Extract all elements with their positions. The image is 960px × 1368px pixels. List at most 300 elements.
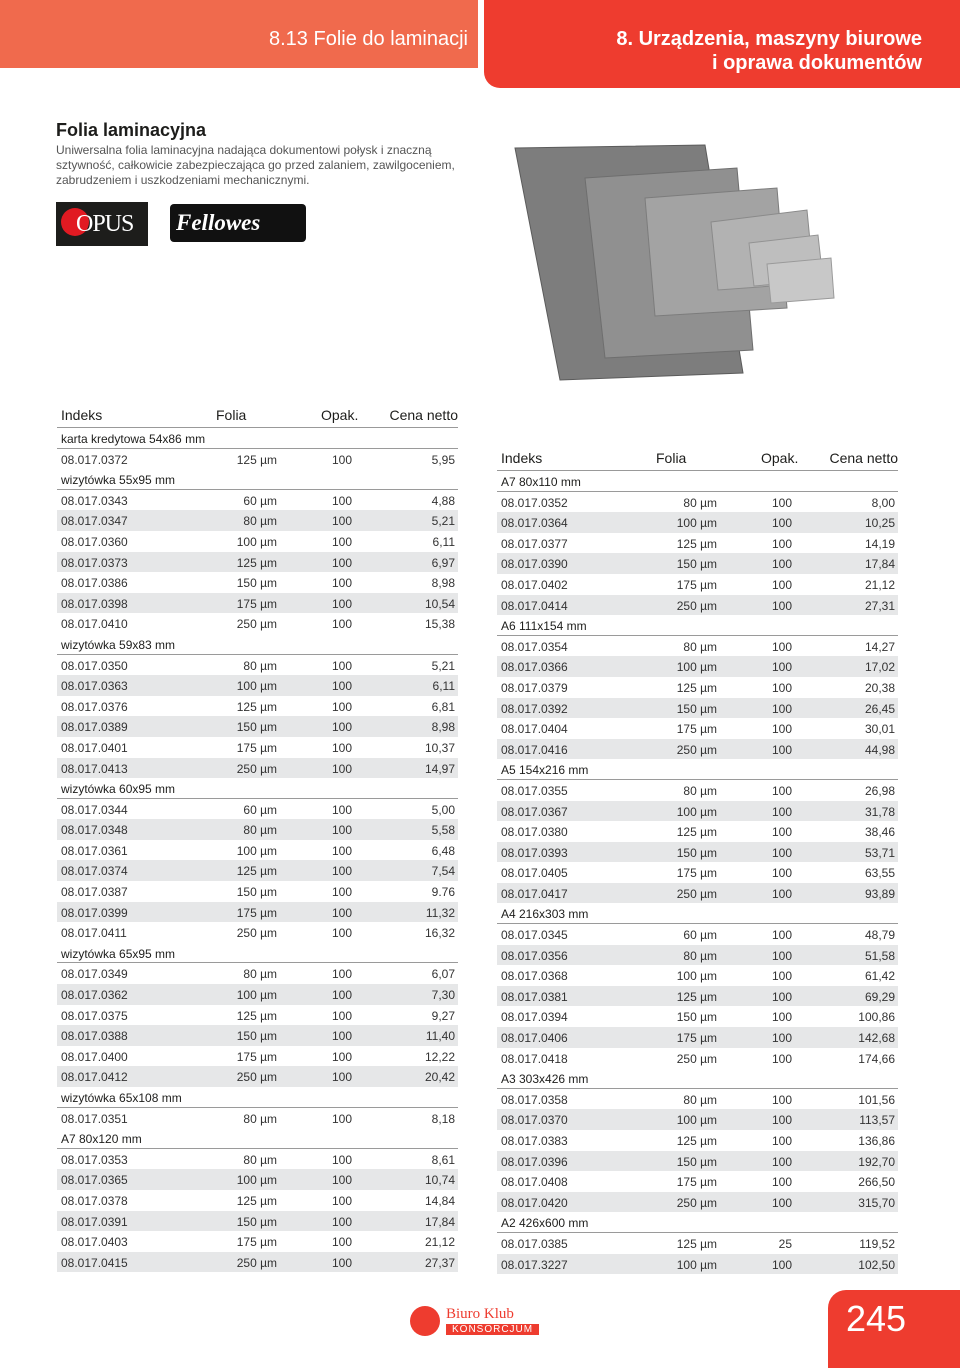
cell-price: 20,42 — [424, 1070, 455, 1085]
cell-pack: 100 — [331, 905, 352, 920]
cell-pack: 100 — [331, 679, 352, 694]
chapter-title-line2: i oprawa dokumentów — [711, 52, 922, 74]
cell-price: 6,11 — [432, 679, 455, 694]
table-row — [57, 737, 458, 758]
product-title: Folia laminacyjna — [56, 120, 207, 140]
cell-price: 69,29 — [864, 989, 895, 1004]
cell-film: 80 µm — [683, 1092, 717, 1107]
cell-pack: 100 — [771, 722, 792, 737]
table-row — [57, 840, 458, 861]
cell-index: 08.017.0392 — [501, 701, 568, 716]
cell-index: 08.017.0410 — [61, 617, 128, 632]
cell-pack: 100 — [331, 1111, 352, 1126]
cell-pack: 100 — [331, 802, 352, 817]
cell-price: 6,11 — [432, 534, 455, 549]
cell-pack: 100 — [771, 969, 792, 984]
fellowes-logo — [170, 204, 306, 242]
cell-index: 08.017.0389 — [61, 720, 128, 735]
table-row — [497, 801, 898, 822]
category-label: A2 426x600 mm — [501, 1216, 589, 1231]
cell-film: 250 µm — [676, 598, 717, 613]
cell-price: 11,32 — [425, 905, 455, 920]
category-label: karta kredytowa 54x86 mm — [61, 432, 206, 446]
cell-film: 125 µm — [676, 1236, 717, 1251]
cell-film: 80 µm — [683, 783, 717, 798]
cell-film: 250 µm — [676, 1051, 717, 1066]
cell-pack: 100 — [331, 1029, 352, 1044]
cell-film: 250 µm — [236, 926, 277, 941]
cell-index: 08.017.0402 — [501, 577, 568, 592]
cell-index: 08.017.0394 — [501, 1010, 568, 1025]
product-photo — [505, 140, 835, 385]
cell-pack: 100 — [331, 699, 352, 714]
cell-pack: 100 — [331, 864, 352, 879]
cell-film: 125 µm — [236, 699, 277, 714]
cell-pack: 100 — [771, 577, 792, 592]
table-row — [57, 613, 458, 634]
biuro-klub-emblem-icon — [410, 1306, 440, 1336]
table-row — [57, 984, 458, 1005]
cell-film: 250 µm — [236, 761, 277, 776]
table-row — [57, 593, 458, 614]
cell-index: 08.017.0361 — [61, 843, 128, 858]
cell-index: 08.017.0406 — [501, 1031, 568, 1046]
table-row — [57, 572, 458, 593]
cell-index: 08.017.0344 — [61, 802, 128, 817]
cell-price: 48,79 — [864, 928, 895, 943]
cell-price: 14,97 — [424, 761, 455, 776]
table-row — [497, 1089, 898, 1110]
biuro-klub-logo — [410, 1304, 540, 1340]
cell-film: 60 µm — [683, 928, 717, 943]
cell-price: 31,78 — [864, 804, 895, 819]
table-row — [497, 739, 898, 760]
category-label: A4 216x303 mm — [501, 907, 589, 922]
cell-film: 125 µm — [236, 864, 277, 879]
cell-index: 08.017.0396 — [501, 1154, 568, 1169]
cell-index: 08.017.0345 — [501, 928, 568, 943]
cell-index: 08.017.0405 — [501, 866, 568, 881]
category-row — [57, 943, 458, 964]
category-label: A7 80x120 mm — [61, 1132, 142, 1147]
table-row — [497, 842, 898, 863]
cell-price: 9.76 — [431, 885, 455, 900]
table-row — [497, 718, 898, 739]
cell-film: 175 µm — [236, 1049, 277, 1064]
cell-index: 08.017.0350 — [61, 658, 128, 673]
cell-index: 08.017.0355 — [501, 783, 568, 798]
cell-pack: 100 — [771, 989, 792, 1004]
cell-price: 53,71 — [864, 845, 895, 860]
cell-index: 08.017.0415 — [61, 1255, 128, 1270]
cell-index: 08.017.0377 — [501, 536, 568, 551]
cell-pack: 100 — [331, 988, 352, 1003]
cell-pack: 100 — [331, 658, 352, 673]
cell-index: 08.017.0372 — [61, 452, 128, 467]
category-label: A5 154x216 mm — [501, 763, 589, 778]
table-row — [497, 821, 898, 842]
cell-pack: 100 — [331, 967, 352, 982]
cell-pack: 100 — [771, 1010, 792, 1025]
cell-price: 6,48 — [431, 843, 455, 858]
col-header-film: Folia — [216, 407, 247, 423]
cell-film: 175 µm — [236, 740, 277, 755]
table-row — [497, 595, 898, 616]
cell-price: 17,84 — [864, 557, 895, 572]
price-table-left — [57, 404, 458, 1272]
cell-film: 250 µm — [236, 617, 277, 632]
cell-film: 80 µm — [243, 1152, 277, 1167]
cell-film: 80 µm — [243, 823, 277, 838]
table-row — [497, 1027, 898, 1048]
cell-pack: 100 — [771, 557, 792, 572]
cell-price: 5,21 — [431, 658, 455, 673]
cell-price: 9,27 — [431, 1008, 455, 1023]
table-row — [497, 512, 898, 533]
cell-index: 08.017.0383 — [501, 1134, 568, 1148]
cell-index: 08.017.0354 — [501, 639, 568, 654]
col-header-index: Indeks — [501, 450, 543, 466]
cell-film: 100 µm — [236, 1173, 277, 1188]
table-row — [497, 924, 898, 945]
cell-price: 20,38 — [864, 680, 895, 695]
cell-pack: 100 — [771, 639, 792, 654]
cell-index: 08.017.0349 — [61, 967, 128, 982]
category-row — [57, 428, 458, 449]
cell-pack: 100 — [771, 1051, 792, 1066]
cell-film: 125 µm — [676, 1134, 717, 1148]
cell-index: 08.017.0380 — [501, 825, 568, 840]
cell-index: 08.017.0368 — [501, 969, 568, 984]
category-label: wizytówka 65x95 mm — [61, 946, 176, 961]
category-label: wizytówka 59x83 mm — [61, 637, 176, 652]
cell-film: 250 µm — [676, 1195, 717, 1210]
cell-pack: 100 — [331, 514, 352, 529]
col-header-film: Folia — [656, 450, 687, 466]
cell-price: 21,12 — [864, 577, 895, 592]
cell-film: 125 µm — [676, 680, 717, 695]
cell-price: 17,02 — [864, 660, 895, 675]
cell-price: 6,97 — [431, 555, 455, 570]
cell-film: 100 µm — [676, 660, 717, 675]
cell-price: 5,58 — [431, 823, 455, 838]
cell-film: 250 µm — [236, 1255, 277, 1270]
cell-index: 08.017.0374 — [61, 864, 128, 879]
cell-index: 08.017.0348 — [61, 823, 128, 838]
cell-price: 119,52 — [859, 1236, 895, 1251]
table-row — [497, 656, 898, 677]
table-row — [497, 1130, 898, 1151]
cell-film: 60 µm — [243, 802, 277, 817]
table-row — [57, 1066, 458, 1087]
cell-film: 80 µm — [243, 514, 277, 529]
cell-price: 51,58 — [864, 948, 895, 963]
cell-film: 150 µm — [676, 557, 717, 572]
category-row — [57, 778, 458, 799]
cell-pack: 100 — [331, 1193, 352, 1208]
table-row — [497, 1151, 898, 1172]
cell-film: 125 µm — [236, 452, 277, 467]
cell-film: 150 µm — [236, 1214, 277, 1229]
cell-film: 150 µm — [676, 701, 717, 716]
cell-pack: 100 — [331, 843, 352, 858]
cell-film: 150 µm — [236, 1029, 277, 1044]
cell-pack: 100 — [771, 1134, 792, 1148]
table-row — [57, 799, 458, 820]
table-row — [497, 698, 898, 719]
cell-film: 100 µm — [236, 843, 277, 858]
cell-pack: 100 — [331, 1152, 352, 1167]
cell-index: 08.017.0370 — [501, 1113, 568, 1128]
col-header-pack: Opak. — [321, 407, 359, 423]
cell-pack: 100 — [771, 928, 792, 943]
table-row — [57, 490, 458, 511]
cell-price: 17,84 — [424, 1214, 455, 1229]
cell-pack: 100 — [771, 783, 792, 798]
category-row — [57, 1087, 458, 1108]
table-row — [57, 1231, 458, 1252]
table-row — [497, 1233, 898, 1254]
cell-price: 315,70 — [858, 1195, 895, 1210]
table-row — [57, 758, 458, 779]
table-row — [497, 677, 898, 698]
cell-price: 192,70 — [858, 1154, 895, 1169]
cell-film: 100 µm — [236, 534, 277, 549]
cell-pack: 100 — [771, 1257, 792, 1272]
cell-pack: 100 — [331, 1049, 352, 1064]
cell-film: 175 µm — [236, 905, 277, 920]
cell-pack: 100 — [331, 1235, 352, 1250]
table-row — [497, 780, 898, 801]
cell-index: 08.017.0363 — [61, 679, 128, 694]
cell-index: 08.017.0360 — [61, 534, 128, 549]
category-row — [497, 471, 898, 492]
cell-pack: 100 — [331, 596, 352, 611]
cell-pack: 100 — [331, 740, 352, 755]
table-row — [497, 1192, 898, 1213]
cell-film: 100 µm — [676, 969, 717, 984]
cell-price: 8,61 — [431, 1152, 455, 1167]
cell-index: 08.017.0376 — [61, 699, 128, 714]
product-description: Uniwersalna folia laminacyjna nadająca dokumentowi połysk i znaczną sztywność, całkowicie zabezpieczająca go przed zalaniem, zawilgoceniem, zabrudzeniem i uszkodzeniami mechanicznymi. — [56, 143, 455, 187]
cell-film: 80 µm — [243, 658, 277, 673]
cell-pack: 100 — [331, 1255, 352, 1270]
cell-pack: 100 — [771, 742, 792, 757]
cell-index: 08.017.0420 — [501, 1195, 568, 1210]
cell-film: 100 µm — [676, 804, 717, 819]
table-row — [497, 986, 898, 1007]
cell-film: 100 µm — [236, 988, 277, 1003]
cell-price: 6,07 — [431, 967, 455, 982]
table-row — [57, 881, 458, 902]
table-row — [57, 531, 458, 552]
table-body-left — [57, 428, 458, 1272]
cell-pack: 100 — [331, 493, 352, 508]
cell-pack: 100 — [331, 1173, 352, 1188]
cell-film: 125 µm — [236, 1193, 277, 1208]
opus-logo-text: OPUS — [76, 211, 134, 237]
cell-index: 08.017.0343 — [61, 493, 128, 508]
cell-pack: 100 — [771, 495, 792, 510]
cell-index: 08.017.0351 — [61, 1111, 128, 1126]
cell-price: 15,38 — [424, 617, 455, 632]
cell-index: 08.017.3227 — [501, 1257, 568, 1272]
cell-index: 08.017.0413 — [61, 761, 128, 776]
cell-price: 8,98 — [431, 576, 455, 591]
cell-film: 125 µm — [676, 536, 717, 551]
table-row — [57, 552, 458, 573]
cell-pack: 100 — [771, 1113, 792, 1128]
cell-film: 250 µm — [676, 742, 717, 757]
cell-index: 08.017.0408 — [501, 1175, 568, 1190]
page-number: 245 — [846, 1298, 907, 1339]
cell-index: 08.017.0400 — [61, 1049, 128, 1064]
footer-brand-sub: KONSORCJUM — [446, 1324, 539, 1335]
cell-index: 08.017.0362 — [61, 988, 128, 1003]
header-section-bar — [0, 0, 478, 68]
cell-index: 08.017.0393 — [501, 845, 568, 860]
col-header-price: Cena netto — [829, 450, 898, 466]
cell-price: 26,45 — [864, 701, 895, 716]
cell-index: 08.017.0364 — [501, 516, 568, 531]
cell-price: 11,40 — [425, 1029, 455, 1044]
cell-price: 4,88 — [431, 493, 455, 508]
table-header — [497, 447, 898, 471]
cell-pack: 100 — [771, 701, 792, 716]
category-label: A6 111x154 mm — [501, 619, 587, 634]
cell-pack: 100 — [331, 534, 352, 549]
category-row — [57, 634, 458, 655]
cell-film: 175 µm — [676, 722, 717, 737]
table-body-right — [497, 471, 898, 1274]
table-row — [497, 492, 898, 513]
cell-pack: 100 — [331, 1214, 352, 1229]
cell-price: 100,86 — [858, 1010, 895, 1025]
table-row — [57, 675, 458, 696]
cell-pack: 100 — [331, 926, 352, 941]
cell-price: 8,98 — [431, 720, 455, 735]
cell-index: 08.017.0365 — [61, 1173, 128, 1188]
cell-price: 8,00 — [871, 495, 895, 510]
cell-index: 08.017.0417 — [501, 886, 568, 901]
cell-pack: 100 — [771, 680, 792, 695]
cell-price: 27,37 — [424, 1255, 455, 1270]
cell-pack: 100 — [331, 576, 352, 591]
cell-pack: 100 — [771, 660, 792, 675]
cell-film: 80 µm — [243, 1111, 277, 1126]
cell-film: 100 µm — [676, 516, 717, 531]
cell-pack: 100 — [771, 536, 792, 551]
cell-film: 60 µm — [243, 493, 277, 508]
category-row — [497, 1212, 898, 1233]
table-row — [497, 1048, 898, 1069]
cell-index: 08.017.0358 — [501, 1092, 568, 1107]
cell-price: 93,89 — [864, 886, 895, 901]
cell-price: 5,21 — [431, 514, 455, 529]
cell-index: 08.017.0387 — [61, 885, 128, 900]
cell-film: 150 µm — [236, 720, 277, 735]
cell-pack: 100 — [331, 1070, 352, 1085]
table-row — [497, 965, 898, 986]
cell-pack: 100 — [771, 886, 792, 901]
cell-price: 26,98 — [864, 783, 895, 798]
cell-pack: 100 — [771, 866, 792, 881]
cell-film: 250 µm — [676, 886, 717, 901]
cell-pack: 100 — [331, 761, 352, 776]
cell-pack: 100 — [771, 1031, 792, 1046]
category-label: wizytówka 60x95 mm — [61, 782, 176, 797]
cell-film: 150 µm — [236, 576, 277, 591]
cell-price: 174,66 — [858, 1051, 895, 1066]
cell-index: 08.017.0378 — [61, 1193, 128, 1208]
cell-index: 08.017.0366 — [501, 660, 568, 675]
price-table-right — [497, 447, 898, 1274]
table-row — [57, 510, 458, 531]
cell-index: 08.017.0367 — [501, 804, 568, 819]
table-row — [57, 1211, 458, 1232]
table-row — [57, 696, 458, 717]
cell-film: 175 µm — [676, 1175, 717, 1190]
cell-price: 102,50 — [858, 1257, 895, 1272]
category-row — [57, 1128, 458, 1149]
table-row — [57, 1149, 458, 1170]
cell-price: 44,98 — [864, 742, 895, 757]
cell-price: 136,86 — [858, 1134, 895, 1148]
cell-index: 08.017.0347 — [61, 514, 128, 529]
category-row — [497, 903, 898, 924]
cell-film: 250 µm — [236, 1070, 277, 1085]
cell-film: 150 µm — [236, 885, 277, 900]
cell-index: 08.017.0381 — [501, 989, 568, 1004]
table-row — [57, 1252, 458, 1273]
cell-film: 175 µm — [676, 1031, 717, 1046]
footer-brand-name: Biuro Klub — [446, 1306, 514, 1322]
table-row — [497, 574, 898, 595]
cell-index: 08.017.0414 — [501, 598, 568, 613]
cell-index: 08.017.0352 — [501, 495, 568, 510]
opus-logo — [56, 202, 148, 246]
cell-index: 08.017.0403 — [61, 1235, 128, 1250]
table-row — [497, 553, 898, 574]
table-row — [497, 883, 898, 904]
cell-pack: 100 — [331, 555, 352, 570]
cell-film: 150 µm — [676, 1154, 717, 1169]
cell-price: 5,95 — [431, 452, 455, 467]
section-title: 8.13 Folie do laminacji — [269, 28, 468, 50]
cell-index: 08.017.0373 — [61, 555, 128, 570]
cell-price: 7,30 — [431, 988, 455, 1003]
cell-price: 10,54 — [424, 596, 455, 611]
cell-price: 14,27 — [864, 639, 895, 654]
cell-index: 08.017.0391 — [61, 1214, 128, 1229]
cell-index: 08.017.0385 — [501, 1236, 568, 1251]
chapter-title-line1: 8. Urządzenia, maszyny biurowe — [616, 28, 922, 50]
table-row — [57, 963, 458, 984]
cell-price: 21,12 — [424, 1235, 455, 1250]
cell-film: 80 µm — [683, 639, 717, 654]
cell-index: 08.017.0356 — [501, 948, 568, 963]
table-row — [57, 860, 458, 881]
table-row — [57, 1025, 458, 1046]
cell-price: 14,19 — [864, 536, 895, 551]
cell-pack: 100 — [771, 1175, 792, 1190]
cell-pack: 100 — [771, 516, 792, 531]
table-row — [497, 1109, 898, 1130]
cell-price: 7,54 — [431, 864, 455, 879]
cell-film: 100 µm — [676, 1257, 717, 1272]
category-label: A7 80x110 mm — [501, 475, 581, 489]
cell-film: 175 µm — [676, 866, 717, 881]
